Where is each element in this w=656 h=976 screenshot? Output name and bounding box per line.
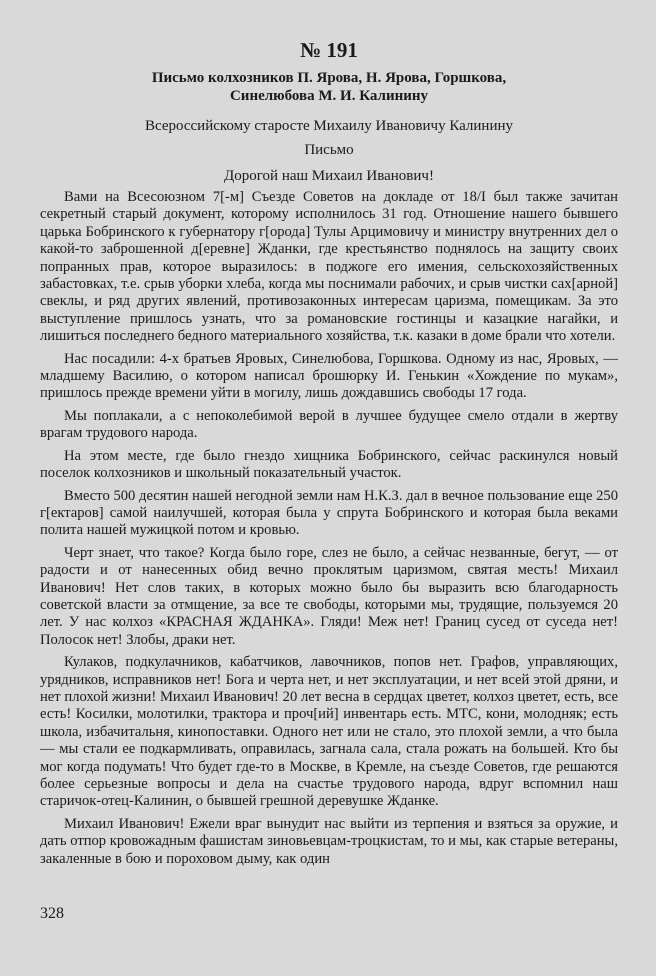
paragraph: Нас посадили: 4-х братьев Яровых, Синелюбова, Горшкова. Одному из нас, Яровых, — младшему Василию, о котором написал брошюрку И. Генькин «Хождение по мукам», пришлось прежде времени уйти в могилу, лишь дождавшись свободы 17 года. <box>40 350 618 402</box>
addressee: Всероссийскому старосте Михаилу Ивановичу Калинину <box>144 118 514 134</box>
paragraph: Черт знает, что такое? Когда было горе, слез не было, а сейчас незванные, бегут, — от радости и от нанесенных обид вечно проклятым царизмом, святая месть! Михаил Иванович! Нет слов таких, в которых можно было бы выразить всю благодарность советской власти за отмщение, за все те свободы, которыми мы, трудящие, пользуемся 20 лет. У нас колхоз «КРАСНАЯ ЖДАНКА». Гляди! Меж нет! Границ сусед от суседа нет! Полосок нет! Злобы, драки нет. <box>40 544 618 648</box>
paragraph: Вами на Всесоюзном 7[-м] Съезде Советов на докладе от 18/I был также зачитан секретный старый документ, которому исполнилось 31 год. Отношение нашего бывшего царька Бобринского к губернатору г[орода] Тулы Арцимовичу и министру внутренних дел о какой-то заброшенной д[еревне] Жданки, где крестьянство поднялось на защиту своих попранных прав, которое выразилось: в поджоге его имения, сельскохозяйственных забастовках, т.е. срыв уборки хлеба, когда мы поснимали рабочих, и срыв чистки сах[арной] свеклы, и ряд других явлений, противозаконных интересам царизма, помещикам. За это выступление пришлось узнать, что за романовские гостинцы и казацкие нагайки, и лишиться последнего бедного материального хозяйства, т.к. казаки в доме брали что хотели. <box>40 189 618 345</box>
title-line: Синелюбова М. И. Калинину <box>229 88 429 104</box>
paragraph: Михаил Иванович! Ежели враг вынудит нас выйти из терпения и взяться за оружие, и дать отпор кровожадным фашистам зиновьевцам-троцкистам, то и мы, как старые ветераны, закаленные в бою и пороховом дыму, как один <box>40 815 618 867</box>
paragraph: Кулаков, подкулачников, кабатчиков, лавочников, попов нет. Графов, управляющих, урядников, исправников нет! Бога и черта нет, и нет эксплуатации, и нет всей этой дряни, и нет плохой жизни! Михаил Иванович! 20 лет весна в сердцах цветет, колхоз цветет, есть, все есть! Косилки, молотилки, трактора и проч[ий] инвентарь есть. МТС, кони, молодняк; есть школа, избачитальня, кинопоставки. Одного нет или не стало, это плохой земли, а что была — мы стали ее подкармливать, оправилась, загнала сала, стала рожать на большей. Кто бы мог когда подумать! Что будет где-то в Москве, в Кремле, на съезде Советов, где решаются более серьезные вопросы и дела на счастье трудового народа, вдруг вспомнил наш старичок-отец-Калинин, о бывшей грешной деревушке Жданке. <box>40 654 618 810</box>
title-line: Письмо колхозников П. Ярова, Н. Ярова, Горшкова, <box>151 70 507 86</box>
document-title <box>40 69 618 105</box>
paragraph: Мы поплакали, а с непоколебимой верой в лучшее будущее смело отдали в жертву врагам трудового народа. <box>40 407 618 442</box>
subheading: Письмо <box>304 142 354 158</box>
document-number: № 191 <box>300 38 358 62</box>
paragraph: На этом месте, где было гнездо хищника Бобринского, сейчас раскинулся новый поселок колхозников и школьный показательный участок. <box>40 447 618 482</box>
salutation: Дорогой наш Михаил Иванович! <box>224 168 434 184</box>
paragraph: Вместо 500 десятин нашей негодной земли нам Н.К.З. дал в вечное пользование еще 250 г[ектаров] самой наилучшей, которая была у спрута Бобринского и которая была веками полита нашей мужицкой потом и кровью. <box>40 487 618 539</box>
letter-body <box>40 189 618 868</box>
page-number: 328 <box>40 905 64 922</box>
